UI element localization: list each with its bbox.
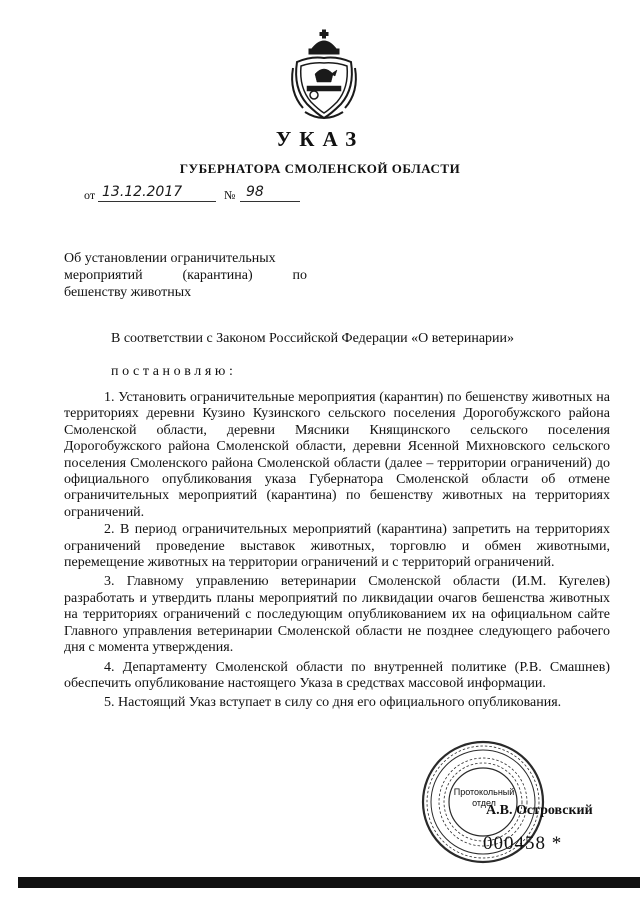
legal-basis: В соответствии с Законом Российской Федерации «О ветеринарии» bbox=[111, 331, 515, 346]
subject-block bbox=[64, 250, 307, 301]
subject-word: по bbox=[292, 268, 307, 283]
number-sign: № bbox=[224, 188, 236, 202]
dateline bbox=[84, 186, 304, 206]
date-underline bbox=[98, 201, 216, 202]
decree-paragraph: 2. В период ограничительных мероприятий (карантина) запретить на территориях ограничений проведение выставок животных, торговлю и обмен животными, перемещение животных на территории ограничений и с территорий ограничений. bbox=[64, 522, 610, 571]
coat-of-arms-emblem bbox=[287, 28, 361, 124]
signer-name: А.В. Островский bbox=[486, 803, 593, 818]
subject-line-3: бешенству животных bbox=[64, 285, 192, 300]
document-subtitle: ГУБЕРНАТОРА СМОЛЕНСКОЙ ОБЛАСТИ bbox=[179, 161, 461, 176]
number-underline bbox=[240, 201, 300, 202]
document-title: УКАЗ bbox=[275, 127, 365, 151]
subject-line-1: Об установлении ограничительных bbox=[64, 251, 276, 266]
stamp-label: Протокольный отдел bbox=[453, 787, 515, 808]
subject-word: мероприятий bbox=[64, 268, 143, 283]
subject-line-2 bbox=[64, 267, 307, 284]
decree-paragraph: 1. Установить ограничительные мероприятия (карантин) по бешенству животных на территориях деревни Кузино Кузинского сельского поселения Дорогобужского района Смоленской области, деревни Мясники Княщинского сельского поселения Дорогобужского района Смоленской области, деревни Ясенной Михновского сельского поселения Смоленского района Смоленской области (далее – территории ограничений) до официального опубликования указа Губернатора Смоленской области об отмене ограничительных мероприятий (карантина) по бешенству животных на территориях ограничений. bbox=[64, 390, 610, 520]
decree-paragraph: 5. Настоящий Указ вступает в силу со дня его официального опубликования. bbox=[104, 695, 562, 711]
date-value: 13.12.2017 bbox=[102, 184, 183, 200]
subject-word: (карантина) bbox=[182, 268, 253, 283]
decree-paragraph: 3. Главному управлению ветеринарии Смоленской области (И.М. Кугелев) разработать и утвердить планы мероприятий по ликвидации очагов бешенства животных на территориях ограничений с последующим опубликованием их на официальном сайте Главного управления ветеринарии Смоленской области не позднее следующего рабочего дня с момента утверждения. bbox=[64, 574, 610, 656]
decree-paragraph: 4. Департаменту Смоленской области по внутренней политике (Р.В. Смашнев) обеспечить опубликование настоящего Указа в средствах массовой информации. bbox=[64, 659, 610, 691]
decree-body bbox=[64, 390, 610, 712]
registration-number: 000458 * bbox=[483, 833, 563, 854]
scan-edge-bar bbox=[18, 877, 640, 888]
date-prefix: от bbox=[84, 188, 96, 202]
decree-word: постановляю: bbox=[111, 364, 237, 379]
document-number: 98 bbox=[246, 184, 264, 200]
